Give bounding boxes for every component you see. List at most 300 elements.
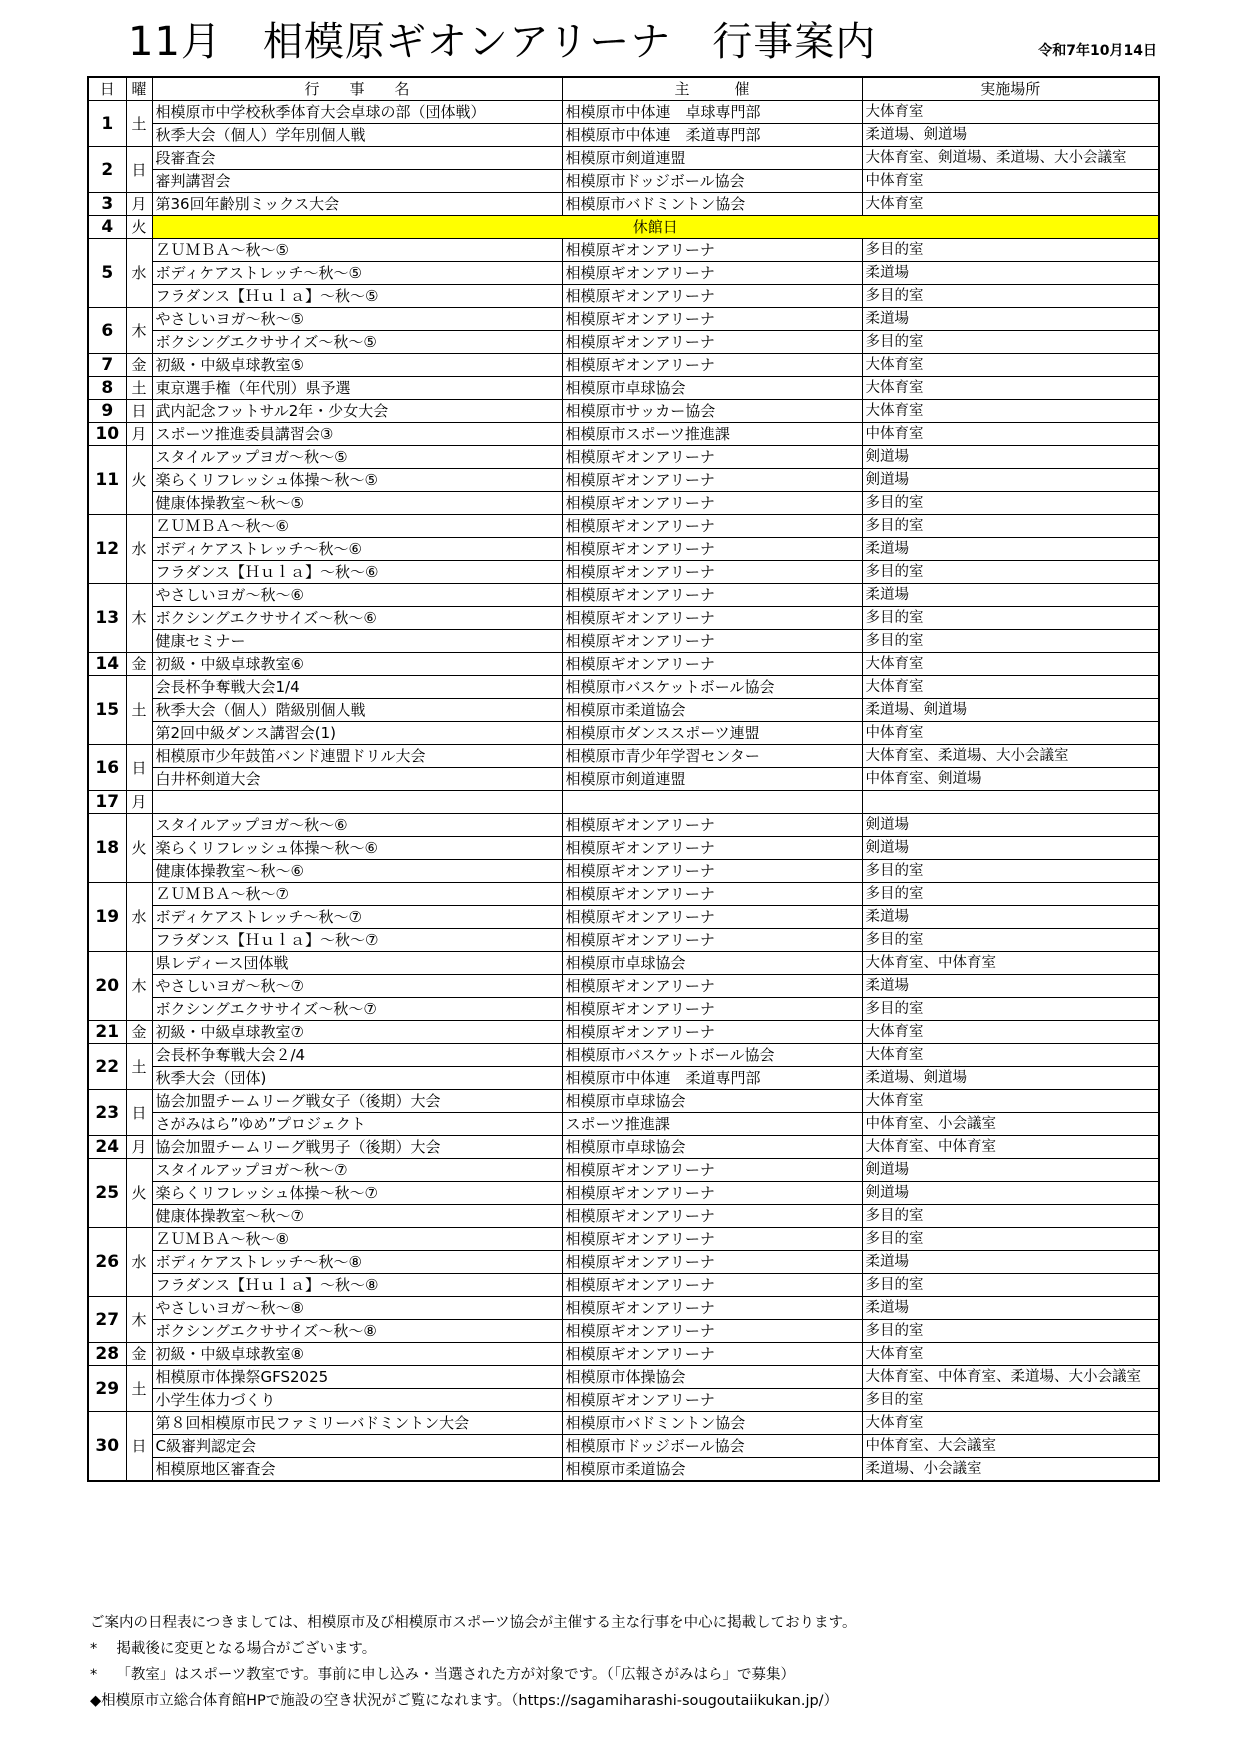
venue: 剣道場 <box>862 837 1159 860</box>
event-name: 武内記念フットサル2年・少女大会 <box>152 400 562 423</box>
venue: 剣道場 <box>862 814 1159 837</box>
note-line: * 掲載後に変更となる場合がございます。 <box>90 1641 377 1657</box>
venue: 剣道場 <box>862 446 1159 469</box>
organizer: 相模原ギオンアリーナ <box>562 1343 862 1366</box>
organizer: 相模原ギオンアリーナ <box>562 239 862 262</box>
day-number: 21 <box>88 1021 126 1044</box>
venue: 柔道場、小会議室 <box>862 1458 1159 1482</box>
weekday: 月 <box>126 193 152 216</box>
event-name: ＺＵＭＢＡ～秋～⑤ <box>152 239 562 262</box>
weekday: 日 <box>126 1090 152 1136</box>
venue: 大体育室 <box>862 1090 1159 1113</box>
day-number: 3 <box>88 193 126 216</box>
event-name: 初級・中級卓球教室⑥ <box>152 653 562 676</box>
organizer: 相模原市ドッジボール協会 <box>562 170 862 193</box>
table-row <box>88 1458 1159 1482</box>
table-row <box>88 262 1159 285</box>
venue: 多目的室 <box>862 239 1159 262</box>
table-row <box>88 1320 1159 1343</box>
column-header-organizer: 主 催 <box>562 77 862 101</box>
venue: 多目的室 <box>862 929 1159 952</box>
table-row <box>88 1205 1159 1228</box>
event-name: フラダンス【Ｈｕｌａ】～秋～⑥ <box>152 561 562 584</box>
schedule-body <box>88 101 1159 1482</box>
table-row <box>88 1274 1159 1297</box>
weekday: 火 <box>126 814 152 883</box>
event-name: フラダンス【Ｈｕｌａ】～秋～⑤ <box>152 285 562 308</box>
venue: 多目的室 <box>862 285 1159 308</box>
event-name: フラダンス【Ｈｕｌａ】～秋～⑦ <box>152 929 562 952</box>
day-number: 5 <box>88 239 126 308</box>
day-number: 2 <box>88 147 126 193</box>
venue: 大体育室 <box>862 193 1159 216</box>
organizer: スポーツ推進課 <box>562 1113 862 1136</box>
table-row <box>88 1389 1159 1412</box>
event-name: 県レディース団体戦 <box>152 952 562 975</box>
event-name: 健康体操教室～秋～⑤ <box>152 492 562 515</box>
day-number: 18 <box>88 814 126 883</box>
venue: 大体育室 <box>862 1021 1159 1044</box>
table-row <box>88 699 1159 722</box>
organizer: 相模原ギオンアリーナ <box>562 446 862 469</box>
venue: 多目的室 <box>862 1228 1159 1251</box>
event-name: 会長杯争奪戦大会２/4 <box>152 1044 562 1067</box>
weekday: 月 <box>126 423 152 446</box>
organizer: 相模原ギオンアリーナ <box>562 1274 862 1297</box>
venue: 大体育室 <box>862 400 1159 423</box>
organizer: 相模原ギオンアリーナ <box>562 285 862 308</box>
organizer: 相模原市柔道協会 <box>562 1458 862 1482</box>
organizer: 相模原市バドミントン協会 <box>562 193 862 216</box>
weekday: 金 <box>126 354 152 377</box>
day-number: 10 <box>88 423 126 446</box>
table-row <box>88 1067 1159 1090</box>
venue: 柔道場 <box>862 308 1159 331</box>
column-header-venue: 実施場所 <box>862 77 1159 101</box>
organizer: 相模原ギオンアリーナ <box>562 906 862 929</box>
day-number: 23 <box>88 1090 126 1136</box>
table-row <box>88 998 1159 1021</box>
event-name: やさしいヨガ～秋～⑥ <box>152 584 562 607</box>
event-name: 健康体操教室～秋～⑦ <box>152 1205 562 1228</box>
venue: 多目的室 <box>862 561 1159 584</box>
day-number: 24 <box>88 1136 126 1159</box>
event-name: ボディケアストレッチ～秋～⑧ <box>152 1251 562 1274</box>
venue: 大体育室 <box>862 354 1159 377</box>
organizer: 相模原市卓球協会 <box>562 952 862 975</box>
organizer: 相模原市バスケットボール協会 <box>562 1044 862 1067</box>
table-row <box>88 1228 1159 1251</box>
event-name: ＺＵＭＢＡ～秋～⑦ <box>152 883 562 906</box>
organizer: 相模原ギオンアリーナ <box>562 469 862 492</box>
event-name: ボクシングエクササイズ～秋～⑦ <box>152 998 562 1021</box>
footer-notes <box>90 1610 856 1714</box>
issue-date: 令和7年10月14日 <box>1038 43 1157 59</box>
weekday: 水 <box>126 515 152 584</box>
table-row <box>88 354 1159 377</box>
day-number: 11 <box>88 446 126 515</box>
event-name: スタイルアップヨガ～秋～⑤ <box>152 446 562 469</box>
column-header-weekday: 曜 <box>126 77 152 101</box>
table-row <box>88 147 1159 170</box>
table-row <box>88 308 1159 331</box>
venue: 多目的室 <box>862 998 1159 1021</box>
table-row <box>88 791 1159 814</box>
event-name: 初級・中級卓球教室⑤ <box>152 354 562 377</box>
table-row <box>88 860 1159 883</box>
organizer: 相模原ギオンアリーナ <box>562 653 862 676</box>
note-line: ◆相模原市立総合体育館HPで施設の空き状況がご覧になれます。（https://sagamiharashi-sougoutaiikukan.jp/） <box>90 1693 839 1709</box>
table-row <box>88 883 1159 906</box>
table-row <box>88 1435 1159 1458</box>
event-name: 会長杯争奪戦大会1/4 <box>152 676 562 699</box>
venue: 多目的室 <box>862 1389 1159 1412</box>
table-row <box>88 1251 1159 1274</box>
venue: 多目的室 <box>862 883 1159 906</box>
day-number: 20 <box>88 952 126 1021</box>
table-row <box>88 423 1159 446</box>
event-name: 第36回年齢別ミックス大会 <box>152 193 562 216</box>
closed-day-label: 休館日 <box>152 216 1159 239</box>
table-row <box>88 239 1159 262</box>
table-row <box>88 515 1159 538</box>
event-name: 初級・中級卓球教室⑧ <box>152 1343 562 1366</box>
table-row <box>88 285 1159 308</box>
weekday: 土 <box>126 377 152 400</box>
day-number: 16 <box>88 745 126 791</box>
event-name: 楽らくリフレッシュ体操～秋～⑦ <box>152 1182 562 1205</box>
venue: 中体育室、大会議室 <box>862 1435 1159 1458</box>
venue: 大体育室 <box>862 1412 1159 1435</box>
venue <box>862 791 1159 814</box>
weekday: 土 <box>126 676 152 745</box>
table-row <box>88 561 1159 584</box>
event-name: ボクシングエクササイズ～秋～⑥ <box>152 607 562 630</box>
event-name: 第８回相模原市民ファミリーバドミントン大会 <box>152 1412 562 1435</box>
event-name: 相模原市中学校秋季体育大会卓球の部（団体戦） <box>152 101 562 124</box>
event-name: ボディケアストレッチ～秋～⑤ <box>152 262 562 285</box>
column-header-day: 日 <box>88 77 126 101</box>
organizer: 相模原市剣道連盟 <box>562 768 862 791</box>
day-number: 29 <box>88 1366 126 1412</box>
venue: 多目的室 <box>862 630 1159 653</box>
day-number: 7 <box>88 354 126 377</box>
organizer: 相模原市ダンススポーツ連盟 <box>562 722 862 745</box>
venue: 大体育室、中体育室 <box>862 1136 1159 1159</box>
table-row <box>88 676 1159 699</box>
table-row <box>88 216 1159 239</box>
day-number: 22 <box>88 1044 126 1090</box>
organizer: 相模原ギオンアリーナ <box>562 308 862 331</box>
organizer: 相模原ギオンアリーナ <box>562 561 862 584</box>
table-row <box>88 630 1159 653</box>
weekday: 水 <box>126 883 152 952</box>
table-row <box>88 331 1159 354</box>
venue: 多目的室 <box>862 1274 1159 1297</box>
weekday: 土 <box>126 1366 152 1412</box>
event-name: ボディケアストレッチ～秋～⑥ <box>152 538 562 561</box>
organizer: 相模原ギオンアリーナ <box>562 860 862 883</box>
event-name: 審判講習会 <box>152 170 562 193</box>
table-row <box>88 768 1159 791</box>
venue: 柔道場、剣道場 <box>862 124 1159 147</box>
venue: 柔道場 <box>862 1251 1159 1274</box>
event-name: フラダンス【Ｈｕｌａ】～秋～⑧ <box>152 1274 562 1297</box>
table-row <box>88 929 1159 952</box>
venue: 多目的室 <box>862 607 1159 630</box>
venue: 多目的室 <box>862 331 1159 354</box>
weekday: 月 <box>126 1136 152 1159</box>
organizer: 相模原ギオンアリーナ <box>562 1297 862 1320</box>
venue: 剣道場 <box>862 1182 1159 1205</box>
table-row <box>88 906 1159 929</box>
organizer: 相模原ギオンアリーナ <box>562 1021 862 1044</box>
organizer: 相模原ギオンアリーナ <box>562 1320 862 1343</box>
table-header-row <box>88 77 1159 101</box>
venue: 大体育室、柔道場、大小会議室 <box>862 745 1159 768</box>
weekday: 日 <box>126 400 152 423</box>
organizer: 相模原ギオンアリーナ <box>562 1182 862 1205</box>
venue: 大体育室、中体育室、柔道場、大小会議室 <box>862 1366 1159 1389</box>
venue: 多目的室 <box>862 492 1159 515</box>
organizer: 相模原ギオンアリーナ <box>562 1205 862 1228</box>
venue: 大体育室 <box>862 101 1159 124</box>
venue: 柔道場、剣道場 <box>862 1067 1159 1090</box>
day-number: 13 <box>88 584 126 653</box>
venue: 大体育室、剣道場、柔道場、大小会議室 <box>862 147 1159 170</box>
day-number: 15 <box>88 676 126 745</box>
table-row <box>88 170 1159 193</box>
day-number: 27 <box>88 1297 126 1343</box>
weekday: 火 <box>126 216 152 239</box>
venue: 柔道場 <box>862 1297 1159 1320</box>
weekday: 火 <box>126 1159 152 1228</box>
venue: 柔道場 <box>862 584 1159 607</box>
day-number: 9 <box>88 400 126 423</box>
organizer: 相模原市バドミントン協会 <box>562 1412 862 1435</box>
table-row <box>88 837 1159 860</box>
organizer: 相模原ギオンアリーナ <box>562 1389 862 1412</box>
event-name: C級審判認定会 <box>152 1435 562 1458</box>
weekday: 金 <box>126 1343 152 1366</box>
organizer: 相模原ギオンアリーナ <box>562 975 862 998</box>
event-name: 相模原市体操祭GFS2025 <box>152 1366 562 1389</box>
organizer: 相模原ギオンアリーナ <box>562 929 862 952</box>
table-row <box>88 377 1159 400</box>
organizer: 相模原ギオンアリーナ <box>562 1159 862 1182</box>
event-name: 協会加盟チームリーグ戦男子（後期）大会 <box>152 1136 562 1159</box>
organizer: 相模原ギオンアリーナ <box>562 584 862 607</box>
organizer: 相模原ギオンアリーナ <box>562 630 862 653</box>
venue: 大体育室 <box>862 653 1159 676</box>
event-name: 初級・中級卓球教室⑦ <box>152 1021 562 1044</box>
table-row <box>88 492 1159 515</box>
table-row <box>88 814 1159 837</box>
day-number: 25 <box>88 1159 126 1228</box>
event-name: やさしいヨガ～秋～⑤ <box>152 308 562 331</box>
event-schedule-table <box>87 76 1160 1482</box>
table-row <box>88 975 1159 998</box>
table-row <box>88 952 1159 975</box>
venue: 中体育室 <box>862 722 1159 745</box>
event-name: 協会加盟チームリーグ戦女子（後期）大会 <box>152 1090 562 1113</box>
organizer: 相模原ギオンアリーナ <box>562 998 862 1021</box>
table-row <box>88 745 1159 768</box>
weekday: 土 <box>126 1044 152 1090</box>
table-row <box>88 538 1159 561</box>
event-name: 秋季大会（個人）学年別個人戦 <box>152 124 562 147</box>
day-number: 12 <box>88 515 126 584</box>
venue: 中体育室、剣道場 <box>862 768 1159 791</box>
organizer: 相模原市剣道連盟 <box>562 147 862 170</box>
organizer: 相模原ギオンアリーナ <box>562 607 862 630</box>
organizer: 相模原ギオンアリーナ <box>562 883 862 906</box>
venue: 中体育室、小会議室 <box>862 1113 1159 1136</box>
table-row <box>88 469 1159 492</box>
organizer: 相模原ギオンアリーナ <box>562 492 862 515</box>
weekday: 土 <box>126 101 152 147</box>
event-name: 小学生体力づくり <box>152 1389 562 1412</box>
organizer: 相模原ギオンアリーナ <box>562 814 862 837</box>
organizer: 相模原ギオンアリーナ <box>562 837 862 860</box>
note-line: ご案内の日程表につきましては、相模原市及び相模原市スポーツ協会が主催する主な行事を中心に掲載しております。 <box>90 1615 857 1631</box>
venue: 剣道場 <box>862 1159 1159 1182</box>
venue: 大体育室 <box>862 676 1159 699</box>
weekday: 木 <box>126 1297 152 1343</box>
weekday: 木 <box>126 584 152 653</box>
venue: 柔道場 <box>862 262 1159 285</box>
weekday: 水 <box>126 239 152 308</box>
table-row <box>88 400 1159 423</box>
event-name: ＺＵＭＢＡ～秋～⑧ <box>152 1228 562 1251</box>
day-number: 6 <box>88 308 126 354</box>
event-name <box>152 791 562 814</box>
day-number: 30 <box>88 1412 126 1482</box>
event-name: ＺＵＭＢＡ～秋～⑥ <box>152 515 562 538</box>
venue: 柔道場 <box>862 906 1159 929</box>
event-name: 健康セミナー <box>152 630 562 653</box>
day-number: 28 <box>88 1343 126 1366</box>
event-name: 相模原市少年鼓笛バンド連盟ドリル大会 <box>152 745 562 768</box>
table-row <box>88 1159 1159 1182</box>
event-name: 秋季大会（個人）階級別個人戦 <box>152 699 562 722</box>
weekday: 火 <box>126 446 152 515</box>
venue: 大体育室 <box>862 1044 1159 1067</box>
day-number: 26 <box>88 1228 126 1297</box>
organizer: 相模原市柔道協会 <box>562 699 862 722</box>
table-row <box>88 1343 1159 1366</box>
event-name: スポーツ推進委員講習会③ <box>152 423 562 446</box>
weekday: 日 <box>126 745 152 791</box>
table-row <box>88 124 1159 147</box>
day-number: 1 <box>88 101 126 147</box>
venue: 中体育室 <box>862 170 1159 193</box>
event-name: 楽らくリフレッシュ体操～秋～⑥ <box>152 837 562 860</box>
weekday: 月 <box>126 791 152 814</box>
organizer: 相模原市スポーツ推進課 <box>562 423 862 446</box>
organizer: 相模原市青少年学習センター <box>562 745 862 768</box>
organizer: 相模原市卓球協会 <box>562 1136 862 1159</box>
weekday: 水 <box>126 1228 152 1297</box>
event-name: 段審査会 <box>152 147 562 170</box>
organizer <box>562 791 862 814</box>
organizer: 相模原市バスケットボール協会 <box>562 676 862 699</box>
event-name: やさしいヨガ～秋～⑦ <box>152 975 562 998</box>
table-row <box>88 446 1159 469</box>
organizer: 相模原市中体連 卓球専門部 <box>562 101 862 124</box>
event-name: さがみはら”ゆめ”プロジェクト <box>152 1113 562 1136</box>
table-row <box>88 101 1159 124</box>
weekday: 木 <box>126 952 152 1021</box>
table-row <box>88 1366 1159 1389</box>
venue: 多目的室 <box>862 1320 1159 1343</box>
organizer: 相模原ギオンアリーナ <box>562 538 862 561</box>
day-number: 19 <box>88 883 126 952</box>
table-row <box>88 1090 1159 1113</box>
venue: 多目的室 <box>862 860 1159 883</box>
organizer: 相模原市ドッジボール協会 <box>562 1435 862 1458</box>
table-row <box>88 1297 1159 1320</box>
organizer: 相模原ギオンアリーナ <box>562 1228 862 1251</box>
event-name: 楽らくリフレッシュ体操～秋～⑤ <box>152 469 562 492</box>
event-name: 秋季大会（団体) <box>152 1067 562 1090</box>
table-row <box>88 1136 1159 1159</box>
day-number: 8 <box>88 377 126 400</box>
table-row <box>88 1044 1159 1067</box>
venue: 大体育室 <box>862 377 1159 400</box>
weekday: 日 <box>126 1412 152 1482</box>
event-name: 相模原地区審査会 <box>152 1458 562 1482</box>
event-name: やさしいヨガ～秋～⑧ <box>152 1297 562 1320</box>
event-name: ボクシングエクササイズ～秋～⑤ <box>152 331 562 354</box>
weekday: 金 <box>126 1021 152 1044</box>
organizer: 相模原市卓球協会 <box>562 1090 862 1113</box>
table-row <box>88 1412 1159 1435</box>
day-number: 17 <box>88 791 126 814</box>
organizer: 相模原市体操協会 <box>562 1366 862 1389</box>
event-name: 白井杯剣道大会 <box>152 768 562 791</box>
page-title: 11月 相模原ギオンアリーナ 行事案内 <box>128 19 877 65</box>
venue: 剣道場 <box>862 469 1159 492</box>
organizer: 相模原ギオンアリーナ <box>562 515 862 538</box>
table-row <box>88 722 1159 745</box>
event-name: 第2回中級ダンス講習会(1) <box>152 722 562 745</box>
table-row <box>88 1021 1159 1044</box>
event-name: 東京選手権（年代別）県予選 <box>152 377 562 400</box>
event-name: 健康体操教室～秋～⑥ <box>152 860 562 883</box>
weekday: 日 <box>126 147 152 193</box>
organizer: 相模原ギオンアリーナ <box>562 331 862 354</box>
event-name: スタイルアップヨガ～秋～⑦ <box>152 1159 562 1182</box>
table-row <box>88 607 1159 630</box>
day-number: 14 <box>88 653 126 676</box>
venue: 柔道場、剣道場 <box>862 699 1159 722</box>
venue: 柔道場 <box>862 975 1159 998</box>
weekday: 金 <box>126 653 152 676</box>
day-number: 4 <box>88 216 126 239</box>
venue: 大体育室、中体育室 <box>862 952 1159 975</box>
organizer: 相模原市サッカー協会 <box>562 400 862 423</box>
venue: 柔道場 <box>862 538 1159 561</box>
weekday: 木 <box>126 308 152 354</box>
venue: 大体育室 <box>862 1343 1159 1366</box>
table-row <box>88 584 1159 607</box>
event-name: ボディケアストレッチ～秋～⑦ <box>152 906 562 929</box>
table-row <box>88 653 1159 676</box>
venue: 多目的室 <box>862 515 1159 538</box>
event-name: ボクシングエクササイズ～秋～⑧ <box>152 1320 562 1343</box>
event-name: スタイルアップヨガ～秋～⑥ <box>152 814 562 837</box>
